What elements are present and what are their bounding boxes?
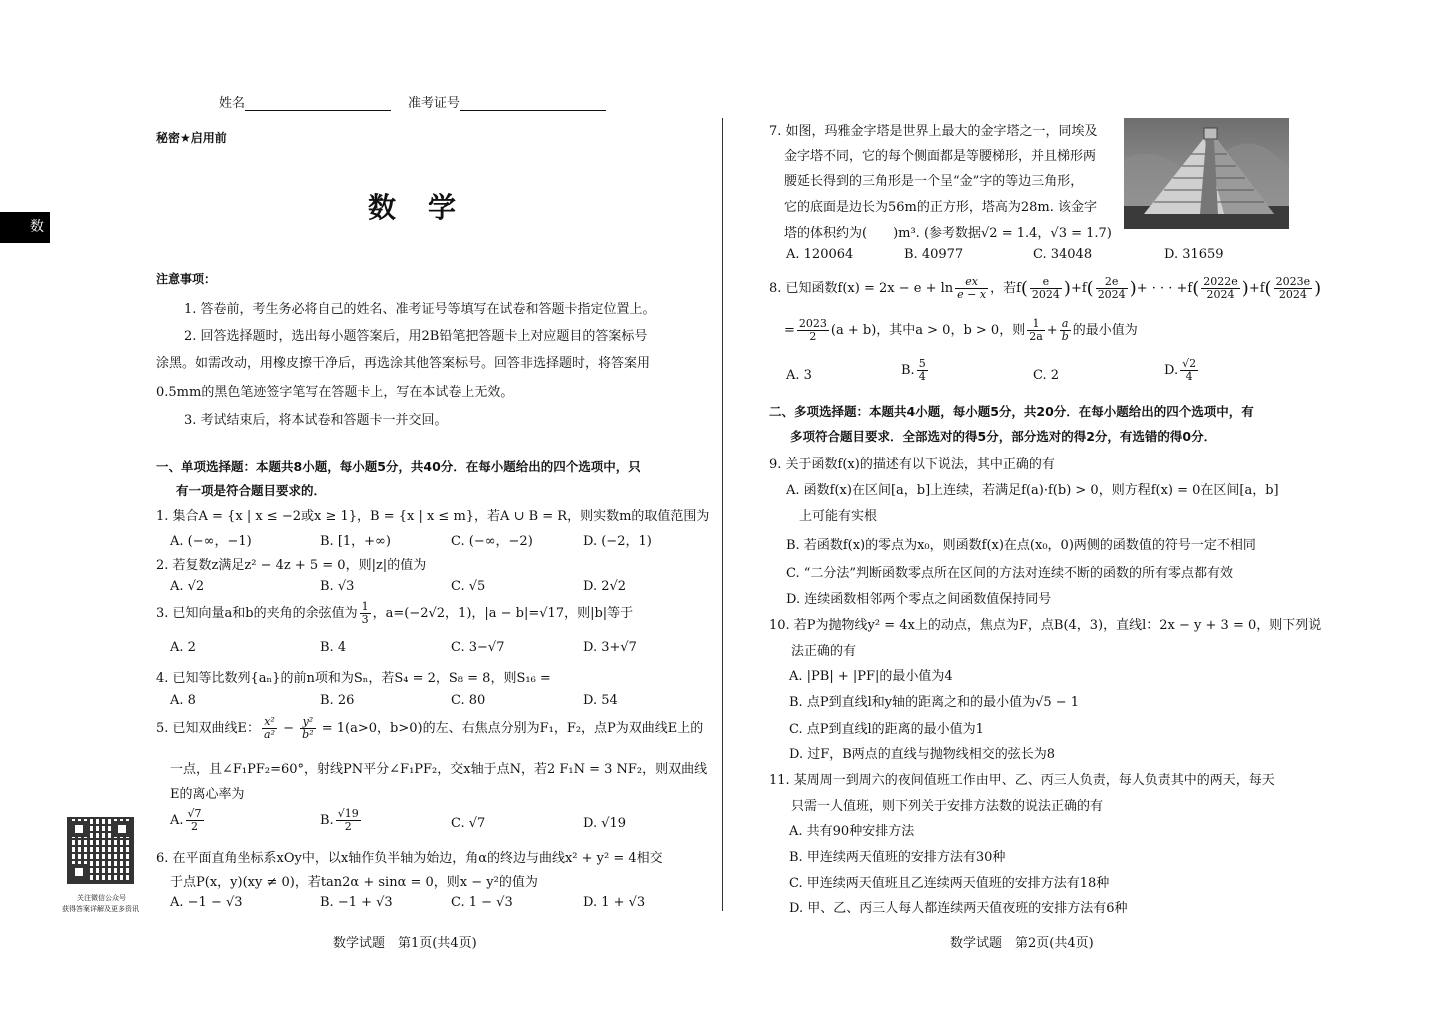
option-c: C. 34048	[1033, 247, 1093, 262]
option-a: A. |PB| + |PF|的最小值为4	[789, 669, 953, 684]
denominator: a²	[264, 728, 275, 741]
question-stem: 4. 已知等比数列{aₙ}的前n项和为Sₙ，若S₄ = 2，S₈ = 8，则S₁₆ =	[156, 671, 551, 686]
qr-code	[67, 817, 134, 884]
question-stem: 2. 若复数z满足z² − 4z + 5 = 0，则|z|的值为	[156, 558, 427, 573]
paren: )	[1241, 278, 1249, 299]
stem-text: 的最小值为	[1072, 323, 1138, 338]
numerator: x²	[262, 716, 277, 729]
option-a	[170, 808, 206, 833]
numerator: 1	[1027, 318, 1045, 331]
numerator: 2023e	[1275, 275, 1311, 288]
question-stem	[769, 276, 1321, 301]
denominator: 2024	[1206, 288, 1235, 301]
paren: (	[1192, 278, 1200, 299]
option-letter: D.	[1164, 363, 1179, 378]
exam-id-field	[408, 92, 606, 111]
paren: )	[1129, 278, 1137, 299]
stem-text: 8. 已知函数f(x) = 2x − e + ln	[769, 281, 954, 296]
notice-line: 2. 回答选择题时，选出每小题答案后，用2B铅笔把答题卡上对应题目的答案标号	[184, 329, 648, 344]
question-stem	[784, 318, 1138, 343]
denominator: b	[1061, 330, 1069, 343]
fraction	[336, 808, 361, 833]
option-c: C. 2	[1033, 368, 1060, 383]
option-c: C. (−∞，−2)	[451, 534, 533, 549]
question-stem	[156, 716, 703, 741]
option-a: A. (−∞，−1)	[170, 534, 252, 549]
pyramid-illustration	[1124, 118, 1289, 229]
exam-id-label: 准考证号	[408, 96, 461, 111]
question-line: 一点，且∠F₁PF₂=60°，射线PN平分∠F₁PF₂，交x轴于点N，若2 F₁N = 3 NF₂，则双曲线	[170, 762, 708, 777]
option-d: D. 甲、乙、丙三人每人都连续两天值夜班的安排方法有6种	[789, 901, 1128, 916]
denominator: 4	[1185, 370, 1193, 383]
fraction	[186, 808, 204, 833]
fraction	[1180, 358, 1198, 383]
page-divider	[722, 118, 723, 911]
denominator: 2024	[1031, 288, 1060, 301]
paren: (	[1086, 278, 1094, 299]
numerator: √2	[1182, 357, 1197, 370]
option-b: B. √3	[320, 579, 355, 594]
stem-text: + · · · +f	[1136, 281, 1193, 296]
notice-line: 1. 答卷前，考生务必将自己的姓名、准考证号等填写在试卷和答题卡指定位置上。	[184, 302, 656, 317]
option-d: D. 过F，B两点的直线与抛物线相交的弦长为8	[789, 747, 1056, 762]
secret-label: 秘密★启用前	[156, 131, 227, 145]
fraction	[1030, 276, 1062, 301]
denominator: 2	[344, 820, 352, 833]
page-footer-right: 数学试题 第2页(共4页)	[950, 936, 1094, 951]
question-line: E的离心率为	[170, 787, 245, 802]
option-d: D. √19	[583, 816, 627, 831]
option-a: A. 120064	[786, 247, 854, 262]
option-d	[1164, 358, 1200, 383]
stem-text: ，a=(−2√2，1)，|a − b|=√17，则|b|等于	[372, 606, 634, 621]
notice-line: 0.5mm的黑色笔迹签字笔写在答题卡上，写在本试卷上无效。	[156, 385, 514, 400]
stem-text: =	[784, 323, 795, 338]
paren: )	[1314, 278, 1322, 299]
numerator: e	[1030, 276, 1062, 289]
question-line: 7. 如图，玛雅金字塔是世界上最大的金字塔之一，同埃及	[769, 124, 1098, 139]
option-c: C. 80	[451, 693, 486, 708]
section-heading: 多项符合题目要求．全部选对的得5分，部分选对的得2分，有选错的得0分．	[790, 429, 1217, 444]
denominator: b²	[302, 728, 314, 741]
name-label: 姓名	[219, 96, 246, 111]
option-a: A. −1 − √3	[170, 895, 243, 910]
question-line: 11. 某周周一到周六的夜间值班工作由甲、乙、丙三人负责，每人负责其中的两天，每天	[769, 773, 1275, 788]
fraction	[1060, 318, 1071, 343]
option-b: B. 40977	[904, 247, 964, 262]
page-footer-left: 数学试题 第1页(共4页)	[333, 936, 477, 951]
question-stem	[156, 601, 633, 626]
page-title: 数 学	[368, 191, 459, 224]
stem-text: +f	[1248, 281, 1265, 296]
question-line: 6. 在平面直角坐标系xOy中，以x轴作负半轴为始边，角α的终边与曲线x² + y² = 4相交	[156, 851, 663, 866]
option-c: C. √5	[451, 579, 486, 594]
option-c: C. 1 − √3	[451, 895, 513, 910]
numerator: √19	[337, 807, 359, 820]
name-field	[219, 92, 391, 111]
stem-text: +f	[1070, 281, 1087, 296]
fraction	[1201, 276, 1240, 301]
stem-text: −	[279, 721, 299, 736]
question-line: 10. 若P为抛物线y² = 4x上的动点，焦点为F，点B(4，3)，直线l：2x − y + 3 = 0，则下列说	[769, 618, 1322, 633]
numerator: ex	[955, 276, 988, 289]
option-c: C. “二分法”判断函数零点所在区间的方法对连续不断的函数的所有零点都有效	[786, 566, 1234, 581]
question-stem: 1. 集合A = {x | x ≤ −2或x ≥ 1}，B = {x | x ≤ m}，若A ∪ B = R，则实数m的取值范围为	[156, 509, 710, 524]
stem-text: 3. 已知向量a和b的夹角的余弦值为	[156, 606, 358, 621]
numerator: 2e	[1096, 276, 1128, 289]
numerator: y²	[300, 716, 315, 729]
option-a: A. 函数f(x)在区间[a，b]上连续，若满足f(a)·f(b) > 0，则方程f(x) = 0在区间[a，b]	[786, 483, 1279, 498]
paren: (	[1020, 278, 1028, 299]
notice-heading: 注意事项：	[156, 272, 217, 286]
denominator: 2a	[1029, 330, 1043, 343]
numerator: 2022e	[1203, 275, 1238, 288]
option-letter: A.	[170, 813, 184, 828]
option-d: D. (−2，1)	[583, 534, 652, 549]
denominator: 2024	[1097, 288, 1126, 301]
stem-text: (a + b)，其中a > 0，b > 0，则	[830, 323, 1026, 338]
pyramid-photo	[1124, 118, 1289, 229]
option-c: C. 点P到直线l的距离的最小值为1	[789, 722, 984, 737]
option-b: B. [1，+∞)	[320, 534, 391, 549]
qr-caption: 获得答案详解及更多资讯	[62, 905, 139, 913]
section-heading: 一、单项选择题：本题共8小题，每小题5分，共40分．在每小题给出的四个选项中，只	[156, 459, 641, 474]
question-line: 只需一人值班，则下列关于安排方法数的说法正确的有	[791, 799, 1104, 814]
qr-caption: 关注微信公众号	[77, 894, 126, 902]
option-b: B. 4	[320, 640, 347, 655]
option-a: A. 2	[170, 640, 196, 655]
numerator: √7	[187, 807, 202, 820]
stem-text: +	[1046, 323, 1058, 338]
fraction	[360, 601, 371, 626]
exam-id-underline	[460, 98, 606, 111]
denominator: e − x	[957, 288, 987, 301]
question-line: 金字塔不同，它的每个侧面都是等腰梯形，并且梯形两	[784, 149, 1097, 164]
option-d: D. 31659	[1164, 247, 1224, 262]
fraction	[1096, 276, 1128, 301]
option-c: C. √7	[451, 816, 486, 831]
option-d: D. 1 + √3	[583, 895, 646, 910]
fraction	[262, 716, 277, 741]
stem-text: 5. 已知双曲线E：	[156, 721, 261, 736]
question-line: 它的底面是边长为56m的正方形，塔高为28m. 该金字	[784, 200, 1098, 215]
denominator: 2	[809, 330, 817, 343]
denominator: 2024	[1278, 288, 1307, 301]
option-b	[901, 358, 930, 383]
denominator: 2	[191, 820, 199, 833]
option-a: A. 8	[170, 693, 196, 708]
option-c: C. 3−√7	[451, 640, 505, 655]
option-d: D. 2√2	[583, 579, 627, 594]
notice-line: 3. 考试结束后，将本试卷和答题卡一并交回。	[184, 413, 448, 428]
numerator: 2023	[798, 317, 827, 330]
numerator: 5	[918, 357, 926, 370]
option-a: A. 共有90种安排方法	[789, 824, 915, 839]
option-d: D. 连续函数相邻两个零点之间函数值保持同号	[786, 592, 1052, 607]
numerator: a	[1060, 318, 1071, 331]
fraction	[797, 318, 829, 343]
option-b: B. 26	[320, 693, 355, 708]
option-letter: B.	[320, 813, 334, 828]
option-b: B. 甲连续两天值班的安排方法有30种	[789, 850, 1006, 865]
option-a-cont: 上可能有实根	[799, 509, 878, 524]
option-b: B. 若函数f(x)的零点为x₀，则函数f(x)在点(x₀，0)两侧的函数值的符号一定不相同	[786, 538, 1256, 553]
fraction	[1274, 276, 1313, 301]
denominator: 3	[361, 613, 369, 626]
option-b	[320, 808, 363, 833]
option-d: D. 3+√7	[583, 640, 637, 655]
section-heading: 有一项是符合题目要求的．	[176, 483, 327, 498]
option-b: B. −1 + √3	[320, 895, 393, 910]
notice-line: 涂黑。如需改动，用橡皮擦干净后，再选涂其他答案标号。回答非选择题时，将答案用	[156, 356, 651, 371]
paren: (	[1264, 278, 1272, 299]
fraction	[955, 276, 988, 301]
question-line: 塔的体积约为( )m³. (参考数据√2 = 1.4，√3 = 1.7)	[784, 226, 1112, 241]
option-c: C. 甲连续两天值班且乙连续两天值班的安排方法有18种	[789, 876, 1110, 891]
subject-side-tab: 数	[0, 212, 50, 243]
fraction	[917, 358, 928, 383]
fraction	[300, 716, 315, 741]
option-b: B. 点P到直线l和y轴的距离之和的最小值为√5 − 1	[789, 695, 1080, 710]
fraction	[1027, 318, 1045, 343]
option-a: A. 3	[786, 368, 812, 383]
paren: )	[1063, 278, 1071, 299]
option-a: A. √2	[170, 579, 205, 594]
section-heading: 二、多项选择题：本题共4小题，每小题5分，共20分．在每小题给出的四个选项中，有	[769, 404, 1254, 419]
stem-text: ，若f	[990, 281, 1021, 296]
question-line: 腰延长得到的三角形是一个呈“金”字的等边三角形，	[784, 174, 1084, 189]
question-stem: 9. 关于函数f(x)的描述有以下说法，其中正确的有	[769, 457, 1055, 472]
numerator: 1	[361, 600, 369, 613]
stem-text: = 1(a>0，b>0)的左、右焦点分别为F₁，F₂，点P为双曲线E上的	[317, 721, 704, 736]
option-letter: B.	[901, 363, 915, 378]
option-d: D. 54	[583, 693, 618, 708]
denominator: 4	[918, 370, 926, 383]
question-line: 于点P(x，y)(xy ≠ 0)，若tan2α + sinα = 0，则x − y²的值为	[170, 875, 538, 890]
name-underline	[245, 98, 391, 111]
question-line: 法正确的有	[791, 644, 857, 659]
